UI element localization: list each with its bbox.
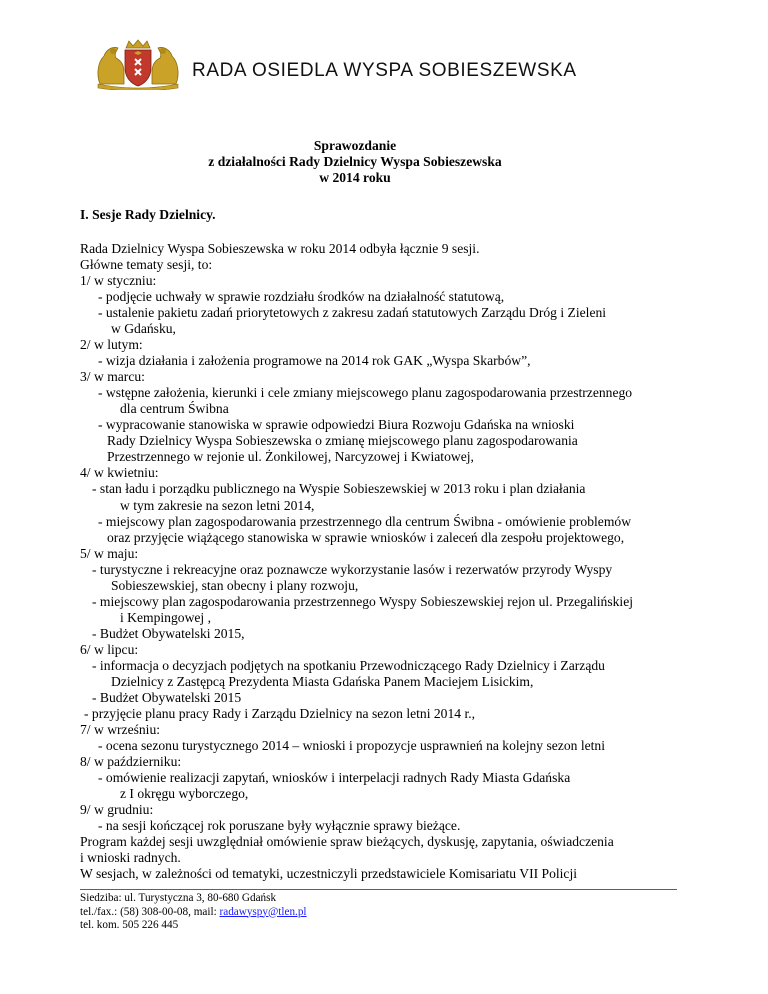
body-line: Sobieszewskiej, stan obecny i plany rozwoju, [111,577,359,593]
body-line: - wstępne założenia, kierunki i cele zmiany miejscowego planu zagospodarowania przestrzennego [98,385,633,401]
body-line: i Kempingowej , [120,609,211,625]
body-line: dla centrum Świbna [120,401,229,417]
document-title [150,138,560,186]
title-line-3: w 2014 roku [319,170,391,185]
body-line: 9/ w grudniu: [80,802,154,818]
body-line: Program każdej sesji uwzględniał omówienie spraw bieżących, dyskusję, zapytania, oświadczenia [80,834,614,850]
section-heading: I. Sesje Rady Dzielnicy. [80,207,216,222]
body-line: - ustalenie pakietu zadań priorytetowych z zakresu zadań statutowych Zarządu Dróg i Zieleni [98,305,607,321]
title-line-2: z działalności Rady Dzielnicy Wyspa Sobieszewska [208,154,502,169]
body-line: - turystyczne i rekreacyjne oraz poznawcze wykorzystanie lasów i rezerwatów przyrody Wyspy [92,561,613,577]
body-line: Główne tematy sesji, to: [80,257,213,273]
body-line: 2/ w lutym: [80,337,143,353]
title-line-1: Sprawozdanie [313,138,397,153]
body-text [80,241,700,882]
body-line: 8/ w październiku: [80,754,182,769]
body-line: - przyjęcie planu pracy Rady i Zarządu Dzielnicy na sezon letni 2014 r., [84,705,476,721]
body-line: - podjęcie uchwały w sprawie rozdziału środków na działalność statutową, [98,289,505,305]
email-link[interactable]: radawyspy@tlen.pl [219,905,307,918]
body-line: w tym zakresie na sezon letni 2014, [120,497,315,513]
body-line: - Budżet Obywatelski 2015, [92,625,245,641]
body-line: 4/ w kwietniu: [80,465,159,481]
body-line: - miejscowy plan zagospodarowania przestrzennego Wyspy Sobieszewskiej rejon ul. Przegalińskiej [92,593,634,609]
body-line: W sesjach, w zależności od tematyki, uczestniczyli przedstawiciele Komisariatu VII Policji [80,866,578,882]
body-line: oraz przyjęcie wiążącego stanowiska w sprawie wniosków i zaleceń dla zespołu projektowego, [107,529,625,545]
body-line: i wnioski radnych. [80,850,181,866]
footer-contact [80,906,307,920]
footer [80,892,307,933]
body-line: Rady Dzielnicy Wyspa Sobieszewska o zmianę miejscowego planu zagospodarowania [107,433,578,449]
body-line: - miejscowy plan zagospodarowania przestrzennego dla centrum Świbna - omówienie problemów [98,513,632,529]
body-line: - Budżet Obywatelski 2015 [92,689,242,705]
body-line: - stan ładu i porządku publicznego na Wyspie Sobieszewskiej w 2013 roku i plan działania [92,481,586,497]
footer-divider [80,889,677,890]
body-line: 6/ w lipcu: [80,641,139,657]
body-line: z I okręgu wyborczego, [120,786,249,802]
body-line: - omówienie realizacji zapytań, wniosków i interpelacji radnych Rady Miasta Gdańska [98,770,571,786]
body-line: 3/ w marcu: [80,369,145,385]
body-line: w Gdańsku, [111,321,176,337]
body-line: Przestrzennego w rejonie ul. Żonkilowej, Narcyzowej i Kwiatowej, [107,449,474,465]
body-line: - na sesji kończącej rok poruszane były wyłącznie sprawy bieżące. [98,818,461,834]
footer-address: Siedziba: ul. Turystyczna 3, 80-680 Gdańsk [80,892,277,904]
body-line: - informacja o decyzjach podjętych na spotkaniu Przewodniczącego Rady Dzielnicy i Zarządu [92,657,605,673]
body-line: - wypracowanie stanowiska w sprawie odpowiedzi Biura Rozwoju Gdańska na wnioski [98,417,575,433]
body-line: - wizja działania i założenia programowe na 2014 rok GAK „Wyspa Skarbów”, [98,353,531,369]
body-line: Dzielnicy z Zastępcą Prezydenta Miasta Gdańska Panem Maciejem Lisickim, [111,673,534,689]
footer-mobile: tel. kom. 505 226 445 [80,919,179,931]
body-line: 1/ w styczniu: [80,273,157,289]
body-line: - ocena sezonu turystycznego 2014 – wnioski i propozycje usprawnień na kolejny sezon letni [98,737,605,753]
footer-phone: tel./fax.: (58) 308-00-08, mail: [80,905,220,918]
body-line: 5/ w maju: [80,545,139,561]
gdansk-coat-of-arms-logo [94,38,182,90]
organization-name: RADA OSIEDLA WYSPA SOBIESZEWSKA [192,60,577,81]
body-line: Rada Dzielnicy Wyspa Sobieszewska w roku 2014 odbyła łącznie 9 sesji. [80,241,480,256]
body-line: 7/ w wrześniu: [80,721,161,737]
